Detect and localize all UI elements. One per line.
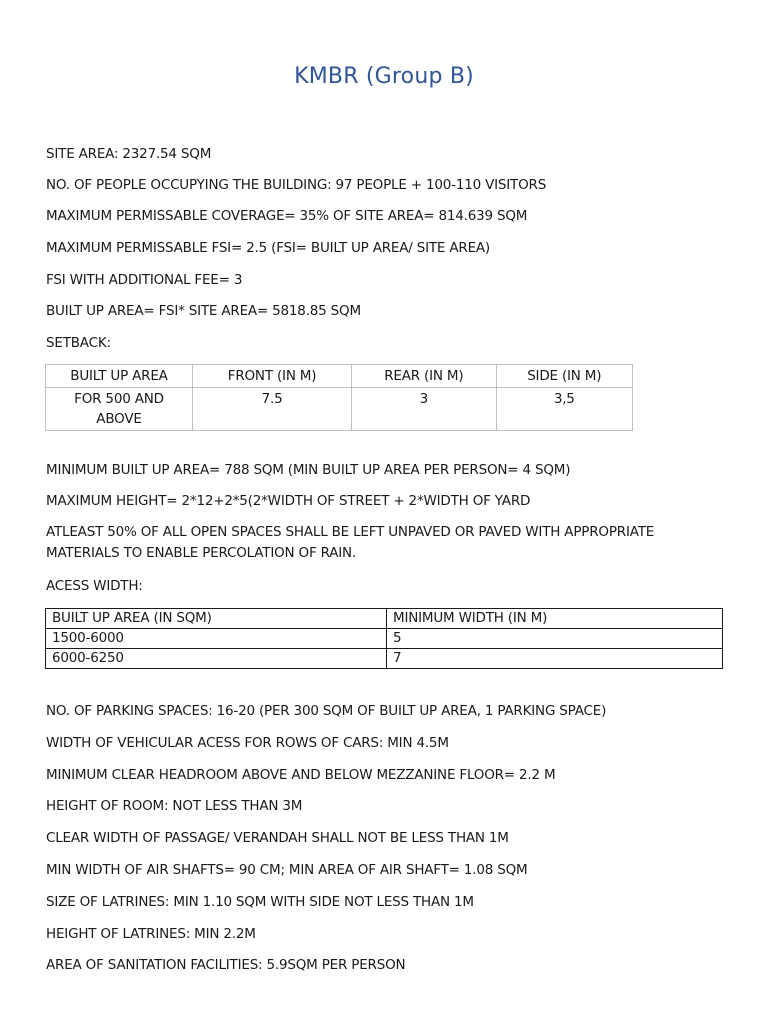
parking-line: NO. OF PARKING SPACES: 16-20 (PER 300 SQM OF BUILT UP AREA, 1 PARKING SPACE) — [46, 703, 607, 719]
access-cell-width: 7 — [387, 649, 723, 669]
headroom-line: MINIMUM CLEAR HEADROOM ABOVE AND BELOW MEZZANINE FLOOR= 2.2 M — [46, 767, 556, 783]
access-heading: ACESS WIDTH: — [46, 578, 143, 594]
setback-cell-rear: 3 — [352, 388, 496, 431]
table-row — [46, 649, 723, 669]
access-header-built-up-area: BUILT UP AREA (IN SQM) — [46, 609, 387, 629]
max-height-line: MAXIMUM HEIGHT= 2*12+2*5(2*WIDTH OF STREET + 2*WIDTH OF YARD — [46, 493, 531, 509]
people-line: NO. OF PEOPLE OCCUPYING THE BUILDING: 97 PEOPLE + 100-110 VISITORS — [46, 177, 547, 193]
vehicular-access-line: WIDTH OF VEHICULAR ACESS FOR ROWS OF CARS: MIN 4.5M — [46, 735, 449, 751]
fsi-line: MAXIMUM PERMISSABLE FSI= 2.5 (FSI= BUILT UP AREA/ SITE AREA) — [46, 240, 491, 256]
access-cell-area: 1500-6000 — [46, 629, 387, 649]
access-table-header-row — [46, 609, 723, 629]
fsi-fee-line: FSI WITH ADDITIONAL FEE= 3 — [46, 272, 243, 288]
latrine-size-line: SIZE OF LATRINES: MIN 1.10 SQM WITH SIDE NOT LESS THAN 1M — [46, 894, 474, 910]
site-area-line: SITE AREA: 2327.54 SQM — [46, 146, 212, 162]
setback-cell-front: 7.5 — [193, 388, 352, 431]
passage-line: CLEAR WIDTH OF PASSAGE/ VERANDAH SHALL NOT BE LESS THAN 1M — [46, 830, 509, 846]
room-height-line: HEIGHT OF ROOM: NOT LESS THAN 3M — [46, 798, 303, 814]
open-spaces-paragraph: ATLEAST 50% OF ALL OPEN SPACES SHALL BE LEFT UNPAVED OR PAVED WITH APPROPRIATE MATERIALS TO ENABLE PERCOLATION OF RAIN. — [46, 524, 655, 561]
table-row — [46, 388, 633, 431]
table-row — [46, 629, 723, 649]
setback-cell-built-up-area: FOR 500 AND ABOVE — [46, 388, 193, 431]
setback-table-header-row — [46, 365, 633, 388]
access-cell-area: 6000-6250 — [46, 649, 387, 669]
built-up-line: BUILT UP AREA= FSI* SITE AREA= 5818.85 SQM — [46, 303, 361, 319]
latrine-height-line: HEIGHT OF LATRINES: MIN 2.2M — [46, 926, 256, 942]
setback-cell-side: 3,5 — [496, 388, 633, 431]
min-built-up-line: MINIMUM BUILT UP AREA= 788 SQM (MIN BUILT UP AREA PER PERSON= 4 SQM) — [46, 462, 571, 478]
sanitation-line: AREA OF SANITATION FACILITIES: 5.9SQM PER PERSON — [46, 957, 406, 973]
air-shafts-line: MIN WIDTH OF AIR SHAFTS= 90 CM; MIN AREA OF AIR SHAFT= 1.08 SQM — [46, 862, 528, 878]
access-width-table — [45, 608, 723, 669]
setback-header-side: SIDE (IN M) — [496, 365, 633, 388]
setback-header-rear: REAR (IN M) — [352, 365, 496, 388]
setback-header-built-up-area: BUILT UP AREA — [46, 365, 193, 388]
access-header-min-width: MINIMUM WIDTH (IN M) — [387, 609, 723, 629]
setback-header-front: FRONT (IN M) — [193, 365, 352, 388]
access-cell-width: 5 — [387, 629, 723, 649]
setback-heading: SETBACK: — [46, 335, 111, 351]
coverage-line: MAXIMUM PERMISSABLE COVERAGE= 35% OF SITE AREA= 814.639 SQM — [46, 208, 528, 224]
document-title: KMBR (Group B) — [294, 64, 474, 89]
setback-table — [45, 364, 633, 431]
